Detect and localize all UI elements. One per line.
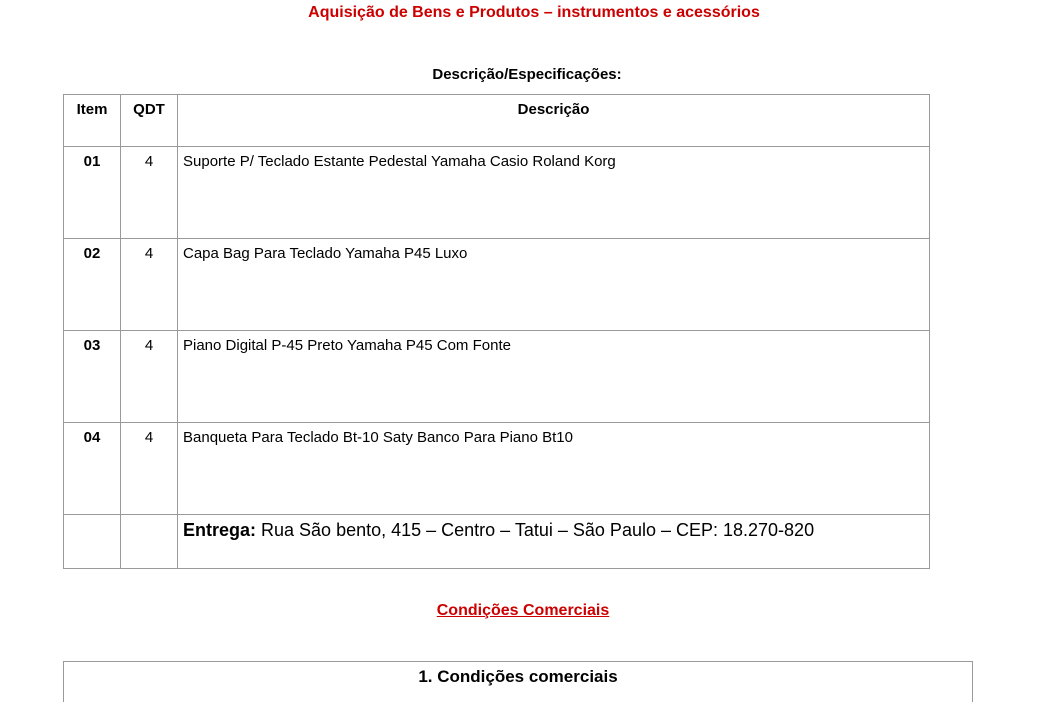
conditions-box-title: 1. Condições comerciais <box>418 667 618 686</box>
header-item: Item <box>64 95 121 147</box>
header-descricao: Descrição <box>178 95 930 147</box>
item-description: Banqueta Para Teclado Bt-10 Saty Banco Para Piano Bt10 <box>178 423 930 515</box>
table-row <box>64 239 930 331</box>
item-quantity: 4 <box>121 239 178 331</box>
delivery-address: Rua São bento, 415 – Centro – Tatui – São Paulo – CEP: 18.270-820 <box>256 520 815 540</box>
header-qdt: QDT <box>121 95 178 147</box>
item-quantity: 4 <box>121 147 178 239</box>
table-header-row <box>64 95 930 147</box>
conditions-heading: Condições Comerciais <box>436 602 610 619</box>
item-number: 02 <box>64 239 121 331</box>
item-number: 04 <box>64 423 121 515</box>
delivery-row <box>64 515 930 569</box>
spec-heading: Descrição/Especificações: <box>432 66 622 83</box>
conditions-box <box>63 661 973 702</box>
document-title: Aquisição de Bens e Produtos – instrumentos e acessórios <box>308 4 760 21</box>
item-description: Capa Bag Para Teclado Yamaha P45 Luxo <box>178 239 930 331</box>
item-description: Piano Digital P-45 Preto Yamaha P45 Com Fonte <box>178 331 930 423</box>
item-description: Suporte P/ Teclado Estante Pedestal Yamaha Casio Roland Korg <box>178 147 930 239</box>
items-table <box>63 94 930 569</box>
table-row <box>64 331 930 423</box>
delivery-empty-cell <box>121 515 178 569</box>
item-quantity: 4 <box>121 331 178 423</box>
table-row <box>64 423 930 515</box>
delivery-label: Entrega: <box>183 520 257 540</box>
table-row <box>64 147 930 239</box>
delivery-cell <box>178 515 930 569</box>
item-quantity: 4 <box>121 423 178 515</box>
delivery-empty-cell <box>64 515 121 569</box>
item-number: 03 <box>64 331 121 423</box>
item-number: 01 <box>64 147 121 239</box>
